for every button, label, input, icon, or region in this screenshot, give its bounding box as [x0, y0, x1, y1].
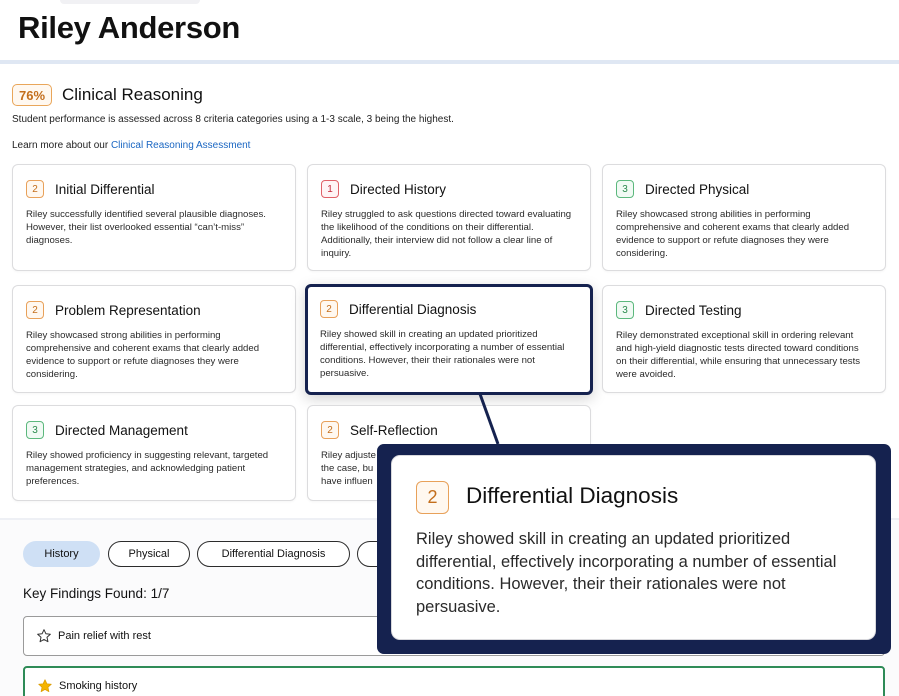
criteria-description: Riley demonstrated exceptional skill in ordering relevant and high-yield diagnostic tests directed toward conditions on their differential, while ensuring that unnecessary tests were avoided.: [616, 330, 861, 380]
criteria-description: Riley struggled to ask questions directed toward evaluating the likelihood of the conditions on their differential. Additionally, their interview did not follow a clear line of inquiry.: [321, 209, 572, 259]
criteria-card-differential-diagnosis[interactable]: [305, 284, 593, 395]
criteria-card-directed-testing[interactable]: [602, 285, 886, 393]
star-filled-icon: [37, 678, 53, 694]
score-badge: 3: [26, 421, 44, 439]
criteria-title: Directed Physical: [645, 181, 750, 197]
assessment-link[interactable]: Clinical Reasoning Assessment: [110, 140, 251, 151]
criteria-card-problem-representation[interactable]: [12, 285, 296, 393]
finding-item-found[interactable]: [23, 666, 885, 696]
criteria-title: Self-Reflection: [350, 422, 438, 438]
finding-label: Pain relief with rest: [58, 630, 151, 642]
score-badge: 2: [320, 300, 338, 318]
section-title: Clinical Reasoning: [62, 85, 203, 104]
score-badge: 2: [26, 301, 44, 319]
header-decoration: [60, 0, 200, 4]
criteria-title: Differential Diagnosis: [349, 301, 477, 317]
score-badge: 2: [321, 421, 339, 439]
zoom-callout-card: [391, 455, 876, 640]
criteria-card-directed-management[interactable]: [12, 405, 296, 501]
score-badge: 3: [616, 180, 634, 198]
criteria-card-directed-physical[interactable]: [602, 164, 886, 271]
criteria-description: Riley showed skill in creating an updated prioritized differential, effectively incorporating a number of essential conditions. However, their their rationales were not persuasive.: [320, 329, 565, 379]
star-outline-icon: [36, 628, 52, 644]
zoom-description: Riley showed skill in creating an updated prioritized differential, effectively incorporating a number of essential conditions. However, their their rationales were not persuasive.: [416, 530, 837, 616]
zoom-score-badge: 2: [416, 481, 449, 514]
student-name: Riley Anderson: [18, 10, 241, 45]
finding-label: Smoking history: [59, 680, 138, 692]
criteria-description: Riley successfully identified several plausible diagnoses. However, their list overlooked essential “can’t-miss” diagnoses.: [26, 209, 266, 246]
criteria-description: Riley showcased strong abilities in performing comprehensive and coherent exams that clearly added evidence to support or refute diagnoses they were considering.: [26, 330, 260, 380]
criteria-description: Riley adjuste the case, bu have influen: [321, 450, 376, 487]
criteria-card-directed-history[interactable]: [307, 164, 591, 271]
zoom-title: Differential Diagnosis: [466, 483, 679, 508]
score-badge: 3: [616, 301, 634, 319]
score-badge: 1: [321, 180, 339, 198]
tab-differential-diagnosis[interactable]: Differential Diagnosis: [197, 541, 350, 567]
score-badge: 2: [26, 180, 44, 198]
criteria-description: Riley showcased strong abilities in performing comprehensive and coherent exams that clearly added evidence to support or refute diagnoses they were considering.: [616, 209, 850, 259]
page-header: [0, 0, 899, 62]
learn-more-text: [12, 140, 250, 151]
criteria-title: Directed Testing: [645, 302, 742, 318]
learn-more-prefix: Learn more about our: [12, 140, 111, 151]
criteria-card-initial-differential[interactable]: [12, 164, 296, 271]
criteria-title: Directed Management: [55, 422, 188, 438]
criteria-description: Riley showed proficiency in suggesting relevant, targeted management strategies, and acknowledging patient preferences.: [26, 450, 269, 487]
criteria-title: Problem Representation: [55, 302, 201, 318]
tab-physical[interactable]: Physical: [108, 541, 190, 567]
key-findings-count: Key Findings Found: 1/7: [23, 586, 170, 601]
criteria-title: Directed History: [350, 181, 447, 197]
tab-history[interactable]: History: [23, 541, 100, 567]
overall-score-badge: 76%: [12, 84, 52, 106]
section-description: Student performance is assessed across 8 criteria categories using a 1-3 scale, 3 being the highest.: [12, 114, 454, 125]
criteria-title: Initial Differential: [55, 181, 155, 197]
